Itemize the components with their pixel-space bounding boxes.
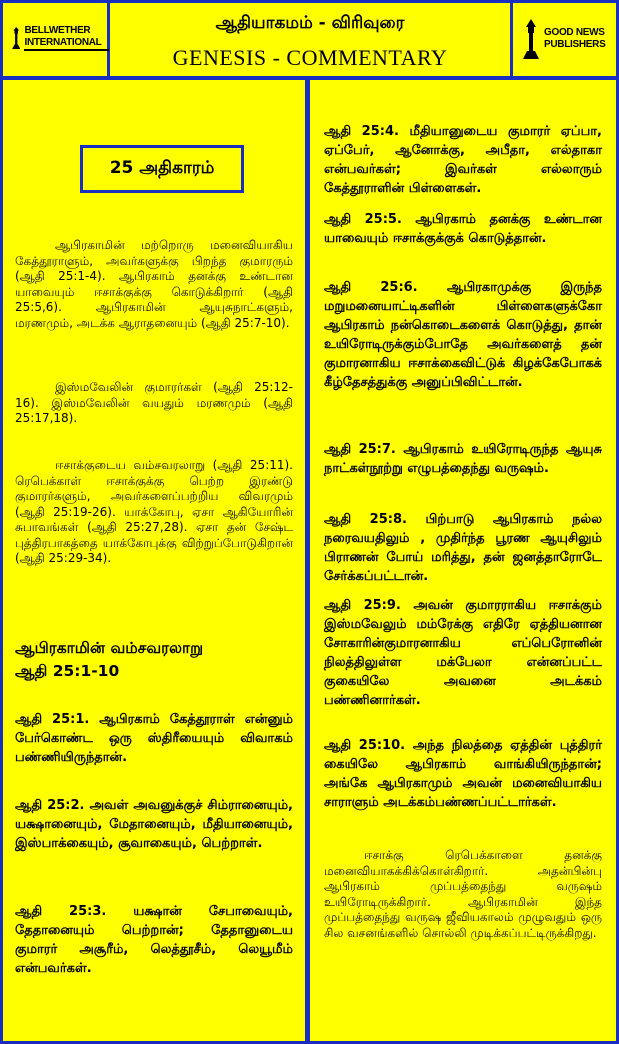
verse-25-4: ஆதி 25:4. மீதியானுடைய குமாரர் ஏப்பா, ஏப்பேர், ஆனோக்கு, அபீதா, எல்தாகா என்பவர்கள்; இவர்கள் எல்லாரும் கேத்தூராளின் பிள்ளைகள். — [324, 124, 602, 196]
verse-25-8: ஆதி 25:8. பிற்பாடு ஆபிரகாம் நல்ல நரைவயதிலும் , முதிர்ந்த பூரண ஆயுசிலும் பிராணன் போய் மரித்து, தன் ஜனத்தாரோடே சேர்க்கப்பட்டான். — [324, 512, 602, 584]
header-right-logo-panel — [513, 3, 616, 76]
bellwether-logo-text: BELLWETHER INTERNATIONAL — [24, 25, 109, 51]
verse-25-5: ஆதி 25:5. ஆபிரகாம் தனக்கு உண்டான யாவையும் ஈசாக்குக்குக் கொடுத்தான். — [324, 212, 602, 246]
intro-text-3: ஈசாக்குடைய வம்சவரலாறு (ஆதி 25:11). ரெபெக்காள் ஈசாக்குக்கு பெற்ற இரண்டு குமாரர்களும், அவர்களைப்பற்றிய விவரமும் (ஆதி 25:19-26). யாக்கோபு, ஏசா ஆகியோரின் சுபாவங்கள் (ஆதி 25:27,28). ஏசா தன் சேஷ்ட புத்திரபாகத்தை யாக்கோபுக்கு விற்றுப்போடுகிறான் (ஆதி 25:29-34). — [15, 458, 293, 565]
left-column — [3, 80, 305, 1041]
good-news-logo — [521, 17, 606, 61]
verse-25-6: ஆதி 25:6. ஆபிரகாமுக்கு இருந்த மறுமனையாட்டிகளின் பிள்ளைகளுக்கோ ஆபிரகாம் நன்கொடைகளைக் கொடுத்து, தான் உயிரோடிருக்கும்போதே அவர்களைத் தன் குமாரனாகிய ஈசாக்கைவிட்டுக் கிழக்கேபோகக் கீழ்தேசத்துக்கு அனுப்பிவிட்டான். — [324, 280, 602, 390]
closing-paragraph — [324, 848, 602, 941]
header-left-logo-panel — [3, 3, 107, 76]
intro-paragraph-1 — [15, 238, 293, 331]
title-english: GENESIS - COMMENTARY — [172, 45, 448, 70]
good-news-logo-icon — [521, 17, 541, 61]
intro-paragraph-3 — [15, 458, 293, 567]
chapter-title: 25 அதிகாரம் — [80, 145, 244, 193]
right-column — [310, 80, 616, 1041]
bellwether-logo — [11, 17, 109, 59]
bellwether-logo-icon — [11, 17, 21, 59]
section-heading: ஆபிரகாமின் வம்சவரலாறு — [15, 639, 204, 657]
header-title-panel — [110, 3, 510, 76]
verse-25-10: ஆதி 25:10. அந்த நிலத்தை ஏத்தின் புத்திரர் கையிலே ஆபிரகாம் வாங்கியிருந்தான்; அங்கே ஆபிரகாமும் அவன் மனைவியாகிய சாராளும் அடக்கம்பண்ணப்பட்டார்கள். — [324, 738, 602, 810]
closing-text: ஈசாக்கு ரெபெக்காளை தனக்கு மனைவியாகக்கிக்கொள்கிறார். அதன்பின்பு ஆபிரகாம் முப்பத்தைந்து வருஷம் உயிரோடிருக்கிறார். ஆபிரகாமின் இந்த முப்பத்தைந்து வருஷ ஜீவியகாலம் முழுவதும் ஒரு சில வசனங்களில் சொல்லி முடிக்கப்பட்டிருக்கிறது. — [324, 848, 602, 940]
intro-paragraph-2 — [15, 380, 293, 427]
verse-25-9: ஆதி 25:9. அவன் குமாரராகிய ஈசாக்கும் இஸ்மவேலும் மம்ரேக்கு எதிரே ஏத்தியனான சோகாரின்குமாரனாகிய எப்பெரோனின் நிலத்திலுள்ள மக்பேலா என்னப்பட்ட குகையிலே அவனை அடக்கம் பண்ணினார்கள். — [324, 598, 602, 708]
verse-25-2: ஆதி 25:2. அவள் அவனுக்குச் சிம்ரானையும், யக்ஷானையும், மேதானையும், மீதியானையும், இஸ்பாக்கையும், சூவாகையும், பெற்றாள். — [15, 798, 293, 851]
intro-text-1: ஆபிரகாமின் மற்றொரு மனைவியாகிய கேத்தூராளும், அவர்களுக்கு பிறந்த குமாரரும் (ஆதி 25:1-4). ஆபிரகாம் தனக்கு உண்டான யாவையும் ஈசாக்குக்கு கொடுக்கிறார் (ஆதி 25:5,6). ஆபிரகாமின் ஆயுசுநாட்களும், மரணமும், அடக்க ஆராதனையும் (ஆதி 25:7-10). — [15, 238, 293, 330]
verse-25-3: ஆதி 25:3. யக்ஷான் சேபாவையும், தேதானையும் பெற்றான்; தேதானுடைய குமாரர் அசூரீம், லெத்தூசீம், லெயூமீம் என்பவர்கள். — [15, 904, 293, 976]
section-reference: ஆதி 25:1-10 — [15, 662, 120, 680]
intro-text-2: இஸ்மவேலின் குமாரர்கள் (ஆதி 25:12-16). இஸ்மவேலின் வயதும் மரணமும் (ஆதி 25:17,18). — [15, 380, 293, 425]
good-news-logo-text: GOOD NEWS PUBLISHERS — [544, 27, 606, 50]
verse-25-7: ஆதி 25:7. ஆபிரகாம் உயிரோடிருந்த ஆயுசு நாட்கள்நூற்று எழுபத்தைந்து வருஷம். — [324, 442, 602, 476]
title-tamil: ஆதியாகமம் - விரிவுரை — [215, 13, 405, 33]
verse-25-1: ஆதி 25:1. ஆபிரகாம் கேத்தூராள் என்னும் பேர்கொண்ட ஒரு ஸ்திரீயையும் விவாகம் பண்ணியிருந்தான். — [15, 712, 293, 765]
